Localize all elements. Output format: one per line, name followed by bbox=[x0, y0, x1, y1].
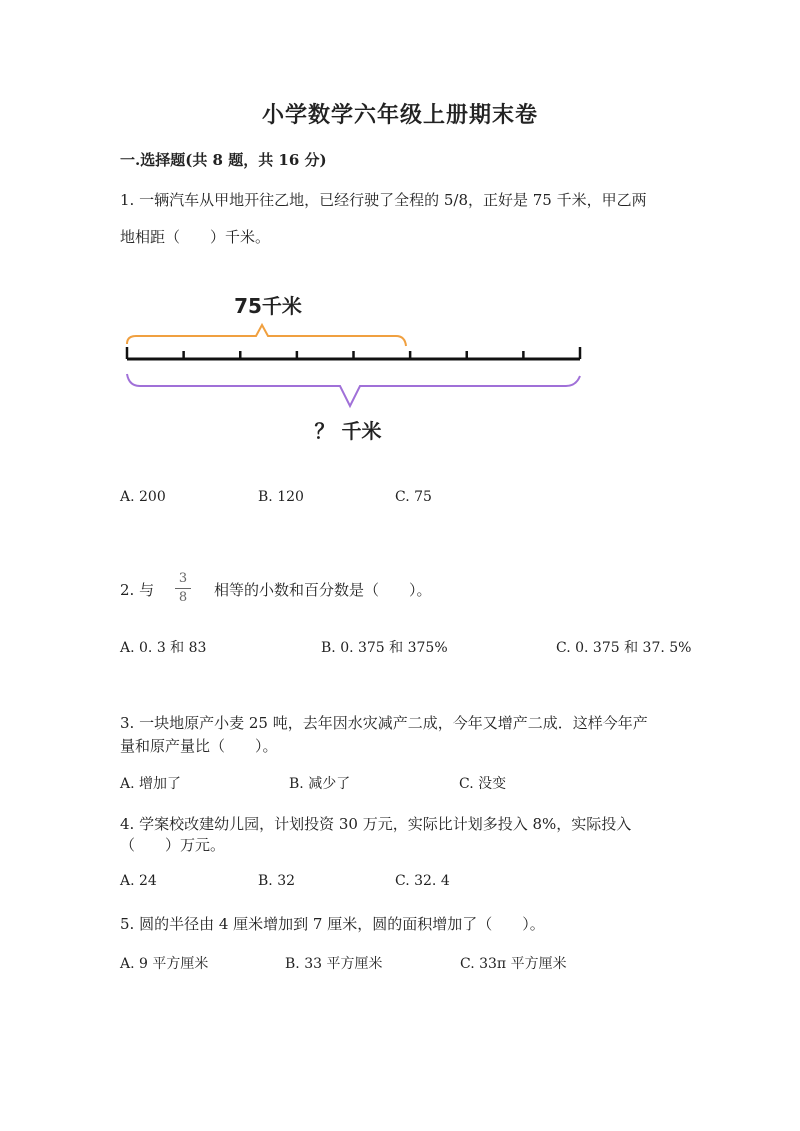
question-4-option-c[interactable]: C. 32. 4 bbox=[395, 873, 450, 889]
question-4-option-b[interactable]: B. 32 bbox=[258, 873, 296, 889]
fraction-denominator: 8 bbox=[178, 590, 188, 605]
question-3-option-c[interactable]: C. 没变 bbox=[459, 776, 507, 792]
distance-diagram bbox=[110, 280, 600, 450]
page-title: 小学数学六年级上册期末卷 bbox=[261, 102, 538, 128]
question-4-line-2: （ ）万元。 bbox=[120, 836, 226, 854]
top-brace bbox=[127, 325, 406, 346]
question-2-option-c[interactable]: C. 0. 375 和 37. 5% bbox=[556, 640, 692, 656]
question-3-option-b[interactable]: B. 减少了 bbox=[289, 776, 351, 792]
question-2-option-b[interactable]: B. 0. 375 和 375% bbox=[321, 640, 448, 656]
top-label: 75千米 bbox=[234, 294, 302, 318]
bottom-label: ？ 千米 bbox=[314, 419, 382, 443]
question-2-suffix: 相等的小数和百分数是（ ）。 bbox=[214, 581, 432, 599]
fraction-numerator: 3 bbox=[178, 571, 188, 586]
question-1-option-a[interactable]: A. 200 bbox=[120, 489, 166, 505]
question-1-option-b[interactable]: B. 120 bbox=[258, 489, 304, 505]
question-3-option-a[interactable]: A. 增加了 bbox=[120, 776, 182, 792]
question-2-prefix: 2. 与 bbox=[120, 581, 155, 599]
question-1-option-c[interactable]: C. 75 bbox=[395, 489, 432, 505]
section-heading: 一.选择题(共 8 题，共 16 分) bbox=[120, 151, 327, 169]
question-4-option-a[interactable]: A. 24 bbox=[120, 873, 157, 889]
question-5-line-1: 5. 圆的半径由 4 厘米增加到 7 厘米，圆的面积增加了（ ）。 bbox=[120, 915, 545, 933]
question-1-line-1: 1. 一辆汽车从甲地开往乙地，已经行驶了全程的 5/8，正好是 75 千米，甲乙两 bbox=[120, 191, 647, 209]
question-5-option-b[interactable]: B. 33 平方厘米 bbox=[285, 956, 383, 972]
tick-group bbox=[127, 347, 580, 359]
question-5-option-c[interactable]: C. 33π 平方厘米 bbox=[460, 956, 567, 972]
bottom-brace bbox=[127, 374, 580, 406]
question-3-line-1: 3. 一块地原产小麦 25 吨，去年因水灾减产二成，今年又增产二成．这样今年产 bbox=[120, 714, 648, 732]
question-5-option-a[interactable]: A. 9 平方厘米 bbox=[120, 956, 209, 972]
question-4-line-1: 4. 学案校改建幼儿园，计划投资 30 万元，实际比计划多投入 8%，实际投入 bbox=[120, 815, 632, 833]
question-1-line-2: 地相距（ ）千米。 bbox=[120, 228, 271, 246]
question-2-option-a[interactable]: A. 0. 3 和 83 bbox=[120, 640, 207, 656]
fraction-three-eighths bbox=[174, 571, 192, 606]
question-3-line-2: 量和原产量比（ ）。 bbox=[120, 737, 278, 755]
